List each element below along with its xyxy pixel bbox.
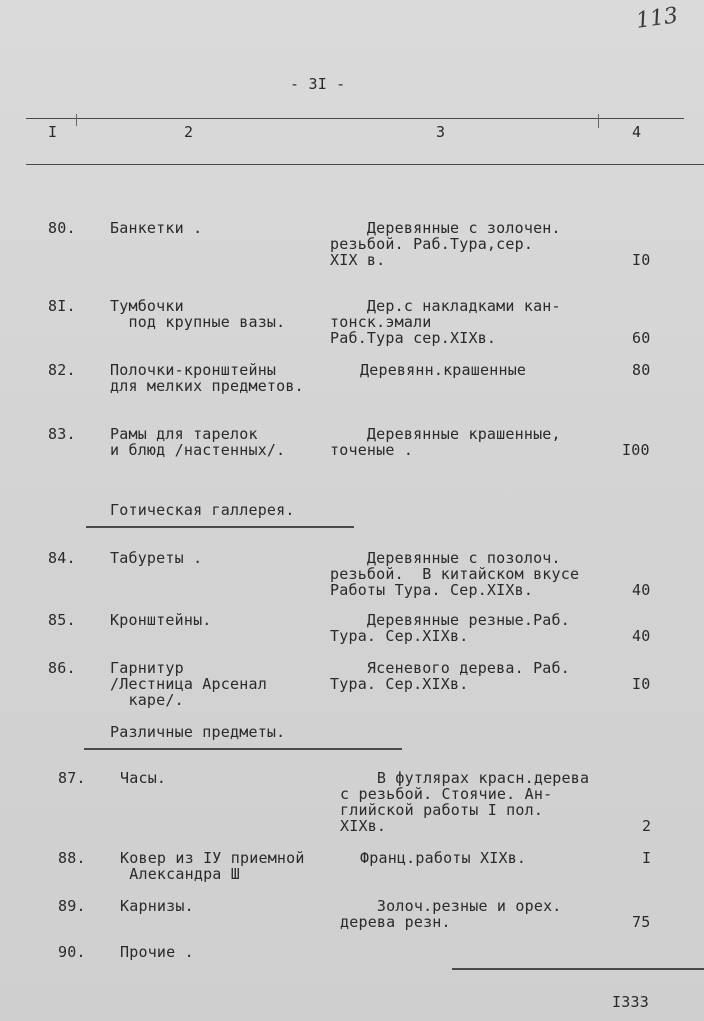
total-rule bbox=[452, 968, 704, 970]
item-name: Тумбочки bbox=[110, 297, 184, 315]
item-name: Часы. bbox=[120, 769, 167, 787]
item-quantity: I00 bbox=[622, 441, 650, 459]
header-tick bbox=[598, 114, 599, 128]
handwritten-page-number: 113 bbox=[634, 3, 680, 34]
section-heading-gothic-gallery: Готическая галлерея. bbox=[110, 501, 295, 519]
item-desc: Тура. Сер.XIXв. bbox=[330, 627, 469, 645]
item-desc: с резьбой. Стоячие. Ан- bbox=[340, 785, 553, 803]
item-name: для мелких предметов. bbox=[110, 377, 304, 395]
item-desc: В футлярах красн.дерева bbox=[340, 769, 590, 787]
item-desc: точеные . bbox=[330, 441, 414, 459]
item-quantity: I0 bbox=[632, 251, 651, 269]
item-number: 90. bbox=[58, 943, 86, 961]
item-number: 84. bbox=[48, 549, 76, 567]
col-header-3: 3 bbox=[436, 123, 446, 141]
item-name: Ковер из IУ приемной bbox=[120, 849, 305, 867]
col-header-2: 2 bbox=[184, 123, 194, 141]
item-quantity: 40 bbox=[632, 581, 651, 599]
section-underline bbox=[86, 526, 354, 528]
item-name: Александра Ш bbox=[120, 865, 240, 883]
item-desc: Раб.Тура сер.XIXв. bbox=[330, 329, 497, 347]
item-desc: Деревянные резные.Раб. bbox=[330, 611, 570, 629]
item-name: Кронштейны. bbox=[110, 611, 212, 629]
item-number: 87. bbox=[58, 769, 86, 787]
item-desc: Ясеневого дерева. Раб. bbox=[330, 659, 570, 677]
section-underline bbox=[84, 748, 402, 750]
item-name: под крупные вазы. bbox=[110, 313, 286, 331]
item-number: 86. bbox=[48, 659, 76, 677]
item-number: 89. bbox=[58, 897, 86, 915]
item-name: Рамы для тарелок bbox=[110, 425, 258, 443]
item-desc: Деревянные с золочен. bbox=[330, 219, 561, 237]
item-desc: Деревянные крашенные, bbox=[330, 425, 561, 443]
item-desc: Тура. Сер.XIXв. bbox=[330, 675, 469, 693]
header-top-rule bbox=[26, 118, 684, 119]
item-desc: дерева резн. bbox=[340, 913, 451, 931]
col-header-4: 4 bbox=[632, 123, 642, 141]
item-name: и блюд /настенных/. bbox=[110, 441, 286, 459]
item-desc: Франц.работы XIXв. bbox=[360, 849, 527, 867]
item-name: Гарнитур bbox=[110, 659, 184, 677]
item-quantity: I bbox=[642, 849, 652, 867]
item-desc: Золоч.резные и орех. bbox=[340, 897, 562, 915]
item-quantity: I0 bbox=[632, 675, 651, 693]
item-name: каре/. bbox=[110, 691, 184, 709]
item-number: 83. bbox=[48, 425, 76, 443]
header-tick bbox=[76, 114, 77, 126]
item-desc: Деревянные с позолоч. bbox=[330, 549, 561, 567]
item-quantity: 75 bbox=[632, 913, 651, 931]
item-name: Табуреты . bbox=[110, 549, 203, 567]
item-desc: Деревянн.крашенные bbox=[360, 361, 527, 379]
item-name: Карнизы. bbox=[120, 897, 194, 915]
item-quantity: 2 bbox=[642, 817, 652, 835]
item-name: Банкетки . bbox=[110, 219, 203, 237]
item-desc: резьбой. Раб.Тура,сер. bbox=[330, 235, 534, 253]
item-quantity: 80 bbox=[632, 361, 651, 379]
total-sum: I333 bbox=[612, 993, 649, 1011]
item-name: Полочки-кронштейны bbox=[110, 361, 277, 379]
item-desc: резьбой. В китайском вкусе bbox=[330, 565, 580, 583]
item-desc: Работы Тура. Сер.XIXв. bbox=[330, 581, 534, 599]
item-desc: XIXв. bbox=[340, 817, 387, 835]
item-quantity: 60 bbox=[632, 329, 651, 347]
item-desc: Дер.с накладками кан- bbox=[330, 297, 561, 315]
item-desc: тонск.эмали bbox=[330, 313, 432, 331]
item-name: Прочие . bbox=[120, 943, 194, 961]
item-desc: XIX в. bbox=[330, 251, 386, 269]
page-number: - 3I - bbox=[290, 75, 346, 93]
item-number: 80. bbox=[48, 219, 76, 237]
col-header-1: I bbox=[48, 123, 58, 141]
item-number: 8I. bbox=[48, 297, 76, 315]
item-number: 85. bbox=[48, 611, 76, 629]
item-number: 82. bbox=[48, 361, 76, 379]
item-quantity: 40 bbox=[632, 627, 651, 645]
item-name: /Лестница Арсенал bbox=[110, 675, 267, 693]
header-bottom-rule bbox=[26, 164, 704, 165]
item-number: 88. bbox=[58, 849, 86, 867]
item-desc: глийской работы I пол. bbox=[340, 801, 544, 819]
section-heading-various-items: Различные предметы. bbox=[110, 723, 286, 741]
